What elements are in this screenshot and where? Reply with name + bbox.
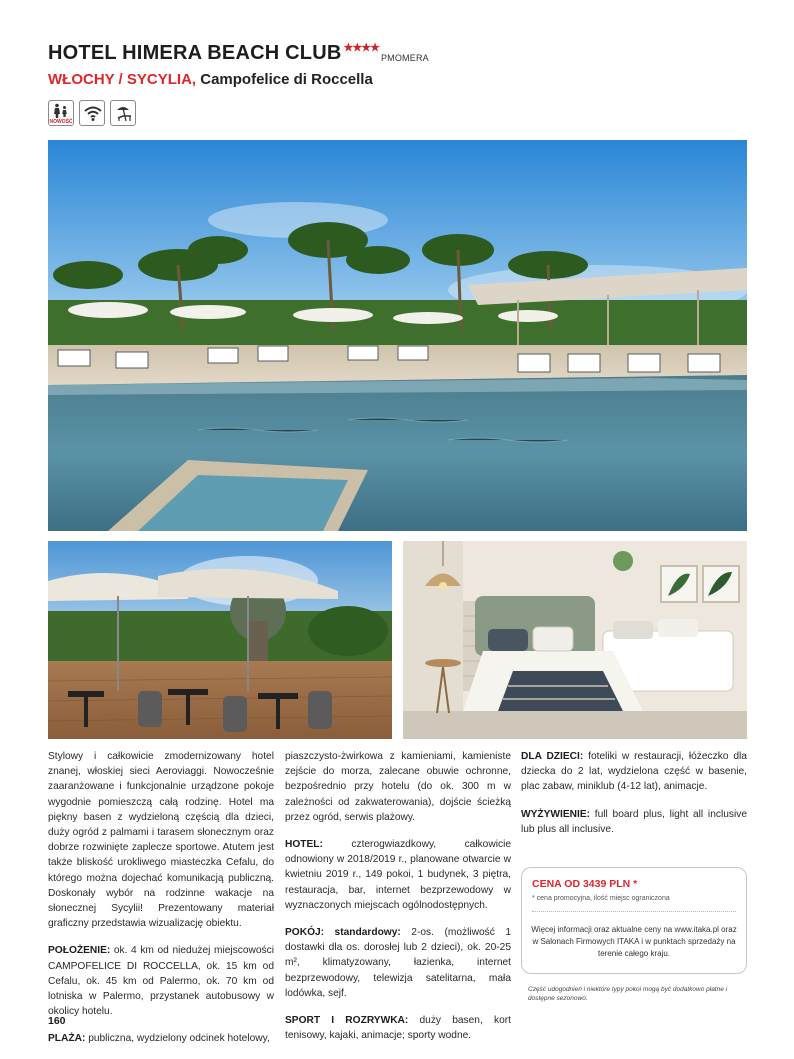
room-photo: [403, 541, 747, 739]
town: Campofelice di Roccella: [200, 71, 373, 88]
terrace-photo: [48, 541, 392, 739]
room-paragraph: POKÓJ: standardowy: 2-os. (możliwość 1 dostawki dla os. dorosłej lub 2 dzieci), ok. 20-25 m², klimatyzowany, łazienka, internet bezprzewodowy, telewizja satelitarna, mała lodówka, sejf.: [285, 927, 511, 999]
description-column-3: [521, 749, 747, 849]
beach-paragraph: PLAŻA: publiczna, wydzielony odcinek hotelowy,: [48, 1033, 270, 1045]
beach-sunbed-icon: [110, 100, 136, 126]
section-label: SPORT I ROZRYWKA:: [285, 1015, 409, 1027]
sport-paragraph: SPORT I ROZRYWKA: duży basen, kort tenisowy, kajaki, animacje; sporty wodne.: [285, 1015, 511, 1042]
price-box: [521, 867, 747, 974]
board-paragraph: WYŻYWIENIE: full board plus, light all inclusive lub plus all inclusive.: [521, 808, 747, 835]
disclaimer: Część udogodnień i niektóre typy pokoi mogą być dodatkowo płatne i dostępne sezonowo.: [528, 986, 728, 1002]
beach-continued-paragraph: piaszczysto-żwirkowa z kamieniami, kamieniste zejście do morza, zalecane obuwie ochronne, bezpośrednio przy hotelu (do ok. 300 m w zależności od zakwaterowania), dojście ścieżką przez ogród, serwis plażowy.: [285, 751, 511, 823]
kids-paragraph: DLA DZIECI: foteliki w restauracji, łóżeczko dla dziecka do 2 lat, wydzielona część w basenie, plac zabaw, miniklub (4-12 lat), animacje.: [521, 751, 747, 793]
divider: [532, 911, 736, 912]
amenity-icons: [48, 100, 136, 126]
hotel-stars: ★★★★: [343, 42, 379, 54]
new-label: NOWOŚĆ: [49, 119, 73, 125]
section-label: WYŻYWIENIE:: [521, 808, 591, 820]
section-label: PLAŻA:: [48, 1033, 86, 1045]
page-number: 160: [48, 1015, 66, 1027]
new-family-icon: [48, 100, 74, 126]
section-label: DLA DZIECI:: [521, 751, 584, 762]
section-label: POŁOŻENIE:: [48, 945, 111, 957]
location-paragraph: POŁOŻENIE: ok. 4 km od niedużej miejscowości CAMPOFELICE DI ROCCELLA, ok. 15 km od Cefalu, ok. 45 km od Palermo, ok. 70 km od lotniska w Palermo, przystanek autobusowy w okolicy hotelu.: [48, 945, 274, 1018]
hotel-paragraph: HOTEL: czterogwiazdkowy, całkowicie odnowiony w 2018/2019 r., planowane otwarcie w kwietniu 2019 r., 149 pokoi, 1 budynek, 3 piętra, restauracja, bar, internet bezprzewodowy w wyznaczonych miejscach ogólnodostępnych.: [285, 839, 511, 911]
location-line: [48, 71, 373, 88]
section-label: HOTEL:: [285, 839, 323, 851]
price-title: CENA OD 3439 PLN *: [532, 878, 638, 890]
description-column-2: [285, 749, 511, 1055]
section-label: POKÓJ: standardowy:: [285, 927, 401, 939]
region: WŁOCHY / SYCYLIA,: [48, 71, 197, 88]
wifi-icon: [79, 100, 105, 126]
hotel-name: HOTEL HIMERA BEACH CLUB: [48, 42, 342, 64]
price-note: * cena promocyjna, ilość miejsc ograniczona: [532, 895, 670, 902]
hotel-title: [48, 42, 429, 65]
description-column-1: [48, 749, 274, 1059]
price-info: Więcej informacji oraz aktualne ceny na www.itaka.pl oraz w Salonach Firmowych ITAKA i w punktach sprzedaży na terenie całego kraju.: [531, 925, 737, 958]
pool-photo: [48, 140, 747, 531]
intro-paragraph: Stylowy i całkowicie zmodernizowany hotel znanej, włoskiej sieci Aeroviaggi. Nowocześnie zaaranżowane i funkcjonalnie urządzone pokoje wygodnie pomieszczą całą rodzinę. Hotel ma piękny basen z wydzieloną częścią dla dzieci, duży ogród z palmami i tarasem słonecznym oraz dobrze rozwinięte zaplecze sportowe. Atutem jest także bliskość urokliwego miasteczka Cefalu, do którego można dojechać komunikacją publiczną. Doskonały wybór na rodzinne wakacje na słonecznej Sycylii! Prezentowany materiał graficzny przedstawia wizualizację obiektu.: [48, 751, 274, 930]
hotel-brand: PMOMERA: [380, 53, 429, 63]
